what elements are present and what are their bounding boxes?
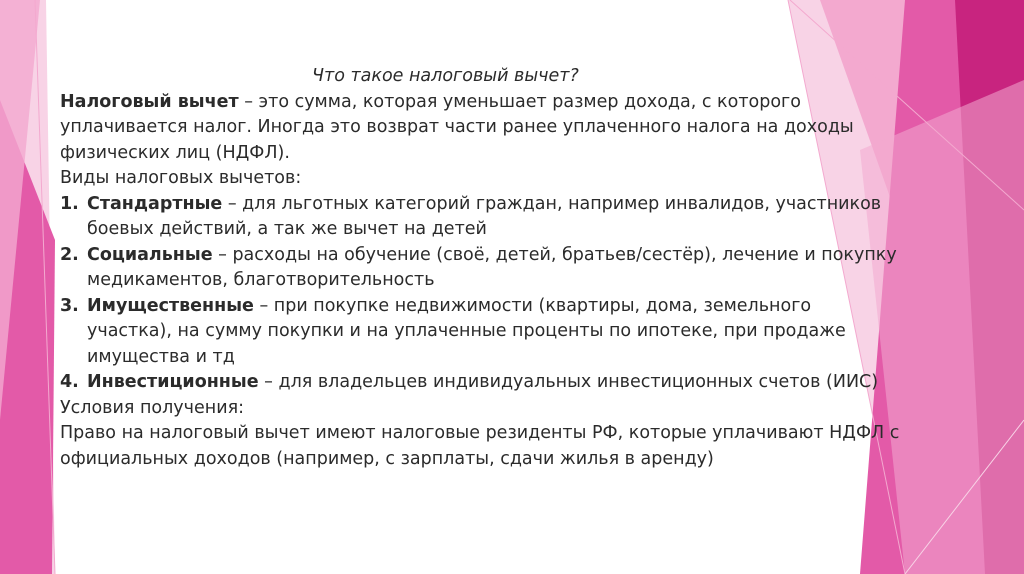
list-item-text: – расходы на обучение (своё, детей, братьев/сестёр), лечение и покупку медикаментов, благотворительность xyxy=(87,244,897,290)
list-item xyxy=(60,192,900,243)
list-item-text: – для владельцев индивидуальных инвестиционных счетов (ИИС) xyxy=(258,372,879,392)
types-heading: Виды налоговых вычетов: xyxy=(60,168,302,188)
list-item xyxy=(60,294,900,371)
list-item xyxy=(60,370,900,396)
slide-content xyxy=(60,64,900,472)
definition-paragraph xyxy=(60,90,900,167)
list-number: 1. xyxy=(60,193,79,214)
definition-term: Налоговый вычет xyxy=(60,91,239,112)
list-item xyxy=(60,243,900,294)
list-item-text: – при покупке недвижимости (квартиры, дома, земельного участка), на сумму покупки и на уплаченные проценты по ипотеке, при продаже имущества и тд xyxy=(87,295,846,367)
list-number: 4. xyxy=(60,372,79,392)
list-item-name: Имущественные xyxy=(87,295,254,316)
list-item-name: Инвестиционные xyxy=(87,372,259,392)
list-item-name: Стандартные xyxy=(87,193,223,214)
list-item-name: Социальные xyxy=(87,244,213,265)
conditions-text: Право на налоговый вычет имеют налоговые резиденты РФ, которые уплачивают НДФЛ с официальных доходов (например, с зарплаты, сдачи жилья в аренду) xyxy=(60,423,900,469)
list-number: 3. xyxy=(60,295,79,316)
conditions-heading: Условия получения: xyxy=(60,397,244,418)
list-number: 2. xyxy=(60,244,79,265)
slide-title: Что такое налоговый вычет? xyxy=(312,66,579,86)
list-item-text: – для льготных категорий граждан, например инвалидов, участников боевых действий, а так же вычет на детей xyxy=(87,193,882,239)
definition-text: – это сумма, которая уменьшает размер дохода, с которого уплачивается налог. Иногда это возврат части ранее уплаченного налога на доходы физических лиц (НДФЛ). xyxy=(60,91,854,163)
